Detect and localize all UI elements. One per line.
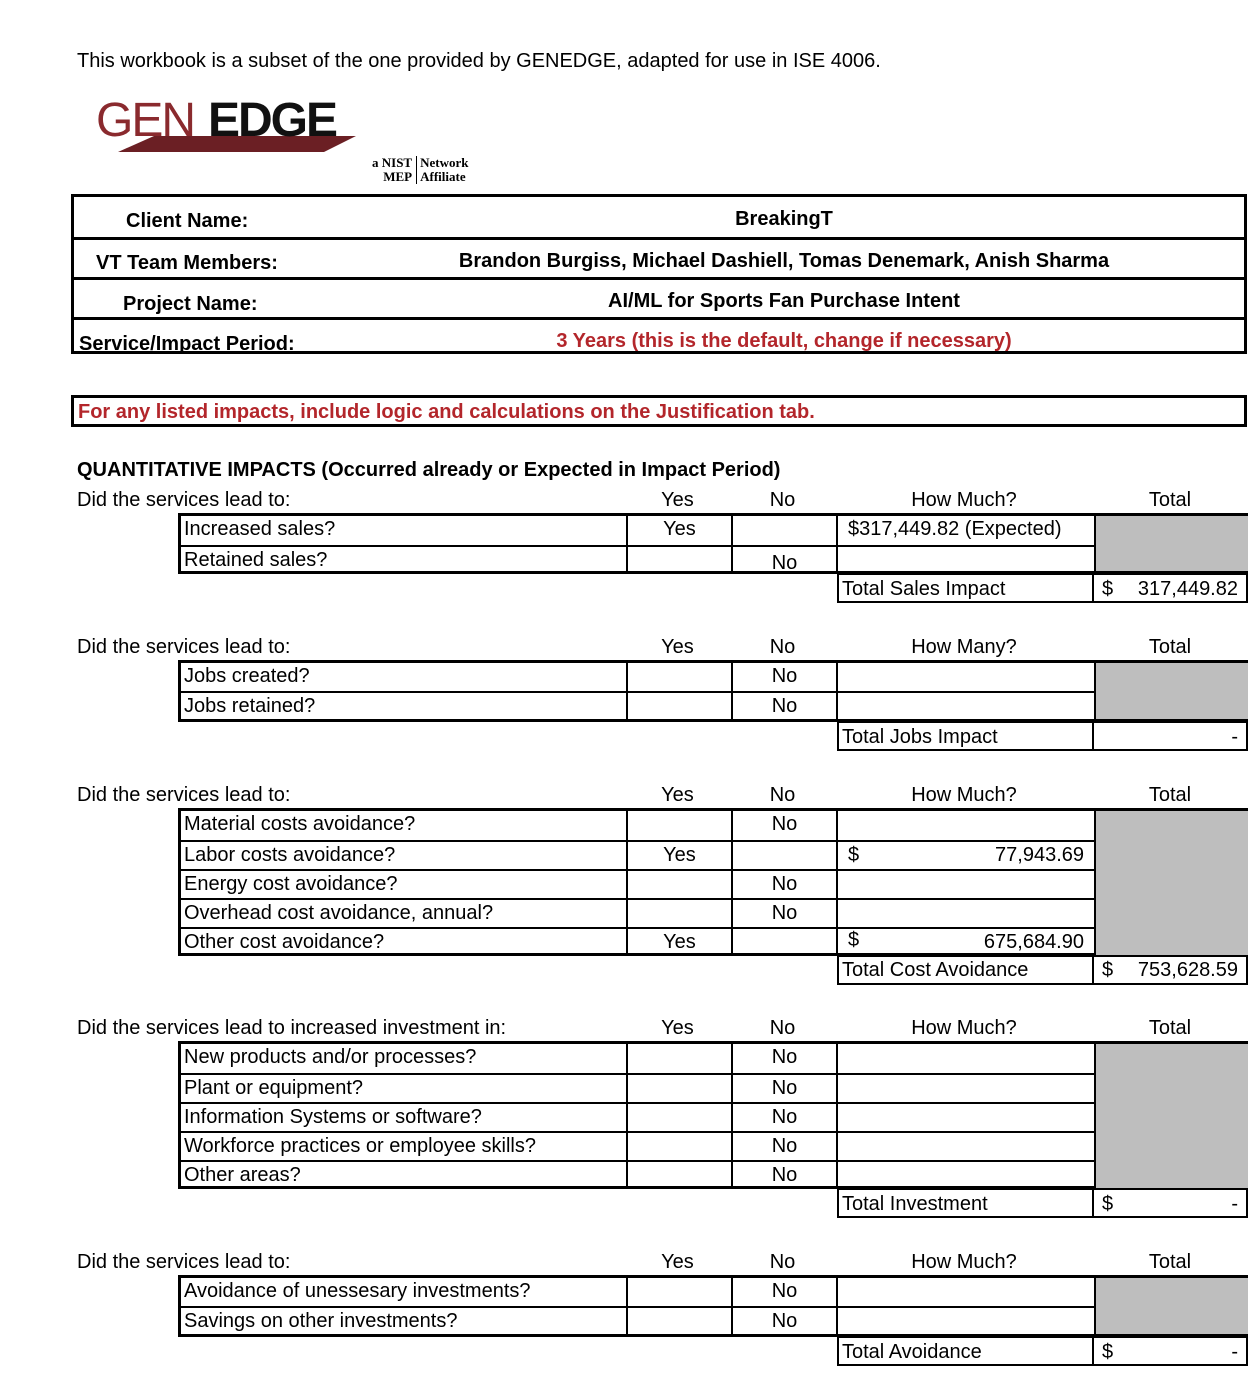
yes-cell[interactable] bbox=[626, 898, 731, 927]
no-header: No bbox=[769, 636, 796, 658]
svg-text:GEN: GEN bbox=[96, 94, 195, 147]
row-label: Other cost avoidance? bbox=[181, 927, 626, 956]
avoidance-table bbox=[178, 1275, 1248, 1337]
total-jobs-value bbox=[1092, 721, 1248, 751]
total-amount: - bbox=[1231, 726, 1238, 748]
total-cell-shaded bbox=[1094, 1278, 1248, 1334]
genedge-logo bbox=[94, 92, 366, 156]
no-cell[interactable]: No bbox=[731, 1131, 836, 1160]
how-much-header: How Much? bbox=[911, 489, 1017, 511]
investment-table bbox=[178, 1041, 1248, 1189]
sales-header bbox=[0, 489, 1256, 513]
yes-cell[interactable] bbox=[626, 663, 731, 691]
no-cell[interactable]: No bbox=[731, 1306, 836, 1334]
project-name-label: Project Name: bbox=[123, 293, 258, 315]
how-much-cell[interactable] bbox=[836, 1160, 1094, 1189]
no-cell[interactable]: No bbox=[731, 1278, 836, 1306]
jobs-question: Did the services lead to: bbox=[77, 636, 291, 658]
row-label: Jobs created? bbox=[184, 665, 310, 687]
yes-cell[interactable]: Yes bbox=[626, 927, 731, 956]
intro-text: This workbook is a subset of the one provided by GENEDGE, adapted for use in ISE 4006. bbox=[77, 50, 881, 72]
total-cell-shaded bbox=[1094, 663, 1248, 719]
total-investment-value bbox=[1092, 1188, 1248, 1218]
how-much-cell[interactable] bbox=[836, 1306, 1094, 1334]
investment-question: Did the services lead to increased investment in: bbox=[77, 1017, 507, 1039]
how-much-cell[interactable] bbox=[836, 545, 1094, 571]
no-cell[interactable]: No bbox=[731, 869, 836, 898]
yes-cell[interactable]: Yes bbox=[626, 516, 731, 545]
total-cost-avoidance-value bbox=[1092, 955, 1248, 985]
project-name-value[interactable]: AI/ML for Sports Fan Purchase Intent bbox=[608, 290, 960, 312]
no-header: No bbox=[769, 489, 796, 511]
svg-text:EDGE: EDGE bbox=[208, 94, 337, 147]
sales-table bbox=[178, 513, 1248, 574]
row-label: Plant or equipment? bbox=[181, 1073, 626, 1102]
yes-cell[interactable] bbox=[626, 1160, 731, 1189]
how-much-cell[interactable] bbox=[836, 1073, 1094, 1102]
how-much-cell[interactable] bbox=[836, 1278, 1094, 1306]
total-amount: - bbox=[1231, 1341, 1238, 1363]
yes-cell[interactable] bbox=[626, 1278, 731, 1306]
yes-header: Yes bbox=[661, 489, 694, 511]
jobs-table bbox=[178, 660, 1248, 722]
how-much-cell[interactable]: $ 675,684.90 bbox=[836, 927, 1094, 956]
yes-cell[interactable] bbox=[626, 1102, 731, 1131]
row-label: Energy cost avoidance? bbox=[181, 869, 626, 898]
no-cell[interactable] bbox=[731, 840, 836, 869]
row-label: Savings on other investments? bbox=[181, 1306, 626, 1334]
total-cell-shaded bbox=[1094, 811, 1248, 956]
currency-symbol: $ bbox=[1102, 1341, 1114, 1363]
costs-question: Did the services lead to: bbox=[77, 784, 291, 806]
row-label: Workforce practices or employee skills? bbox=[181, 1131, 626, 1160]
no-cell[interactable]: No bbox=[731, 1073, 836, 1102]
currency-symbol: $ bbox=[1102, 959, 1114, 981]
how-much-cell[interactable] bbox=[836, 811, 1094, 840]
no-cell[interactable]: No bbox=[731, 545, 836, 571]
yes-cell[interactable] bbox=[626, 869, 731, 898]
impact-period-value[interactable]: 3 Years (this is the default, change if necessary) bbox=[556, 330, 1012, 352]
how-much-cell[interactable] bbox=[836, 1102, 1094, 1131]
total-header: Total bbox=[1148, 489, 1192, 511]
no-cell[interactable]: No bbox=[731, 691, 836, 719]
no-cell[interactable] bbox=[731, 927, 836, 956]
no-cell[interactable]: No bbox=[731, 898, 836, 927]
total-amount: 317,449.82 bbox=[1137, 578, 1238, 600]
yes-cell[interactable] bbox=[626, 811, 731, 840]
no-header: No bbox=[769, 1251, 796, 1273]
currency-symbol: $ bbox=[1102, 578, 1114, 600]
yes-cell[interactable]: Yes bbox=[626, 840, 731, 869]
yes-cell[interactable] bbox=[626, 1073, 731, 1102]
nist-mep-tagline: a NIST MEPNetwork Affiliate bbox=[372, 155, 469, 184]
no-cell[interactable]: No bbox=[731, 663, 836, 691]
yes-header: Yes bbox=[661, 1017, 694, 1039]
row-label: Retained sales? bbox=[181, 545, 626, 571]
no-header: No bbox=[769, 1017, 796, 1039]
total-amount: - bbox=[1231, 1193, 1238, 1215]
how-much-cell[interactable] bbox=[836, 898, 1094, 927]
total-investment-label: Total Investment bbox=[837, 1188, 1094, 1218]
yes-cell[interactable] bbox=[626, 545, 731, 571]
yes-cell[interactable] bbox=[626, 1044, 731, 1073]
how-much-cell[interactable]: $ 77,943.69 bbox=[836, 840, 1094, 869]
how-much-cell[interactable]: $317,449.82 (Expected) bbox=[836, 516, 1094, 545]
total-cell-shaded bbox=[1094, 1044, 1248, 1189]
row-label: Avoidance of unessesary investments? bbox=[184, 1280, 531, 1302]
how-much-cell[interactable] bbox=[836, 1044, 1094, 1073]
how-much-header: How Much? bbox=[911, 1017, 1017, 1039]
row-label: Labor costs avoidance? bbox=[181, 840, 626, 869]
yes-cell[interactable] bbox=[626, 1306, 731, 1334]
how-many-header: How Many? bbox=[911, 636, 1017, 658]
total-sales-value bbox=[1092, 573, 1248, 603]
team-members-value[interactable]: Brandon Burgiss, Michael Dashiell, Tomas Denemark, Anish Sharma bbox=[458, 250, 1110, 272]
avoidance-question: Did the services lead to: bbox=[77, 1251, 291, 1273]
no-header: No bbox=[769, 784, 796, 806]
sales-question: Did the services lead to: bbox=[77, 489, 291, 511]
total-cell-shaded bbox=[1094, 516, 1248, 571]
jobs-header bbox=[0, 636, 1256, 660]
row-label: Overhead cost avoidance, annual? bbox=[181, 898, 626, 927]
total-header: Total bbox=[1148, 1017, 1192, 1039]
row-label: Jobs retained? bbox=[181, 691, 626, 719]
row-label: Information Systems or software? bbox=[181, 1102, 626, 1131]
project-info-table bbox=[71, 194, 1247, 354]
how-much-cell[interactable] bbox=[836, 869, 1094, 898]
total-header: Total bbox=[1148, 784, 1192, 806]
how-much-cell[interactable] bbox=[836, 1131, 1094, 1160]
total-avoidance-value bbox=[1092, 1336, 1248, 1366]
costs-header bbox=[0, 784, 1256, 808]
total-avoidance-label: Total Avoidance bbox=[837, 1336, 1094, 1366]
how-many-cell[interactable] bbox=[836, 691, 1094, 719]
total-cost-avoidance-label: Total Cost Avoidance bbox=[837, 955, 1094, 985]
no-cell[interactable]: No bbox=[731, 1102, 836, 1131]
yes-cell[interactable] bbox=[626, 691, 731, 719]
no-cell[interactable]: No bbox=[731, 811, 836, 840]
total-header: Total bbox=[1148, 1251, 1192, 1273]
total-header: Total bbox=[1148, 636, 1192, 658]
no-cell[interactable]: No bbox=[731, 1044, 836, 1073]
yes-header: Yes bbox=[661, 1251, 694, 1273]
justification-note: For any listed impacts, include logic and calculations on the Justification tab. bbox=[71, 395, 1247, 427]
row-label: Other areas? bbox=[181, 1160, 626, 1189]
avoidance-header bbox=[0, 1251, 1256, 1275]
costs-table bbox=[178, 808, 1248, 956]
how-many-cell[interactable] bbox=[836, 663, 1094, 691]
how-much-header: How Much? bbox=[911, 784, 1017, 806]
section-title: QUANTITATIVE IMPACTS (Occurred already or Expected in Impact Period) bbox=[77, 459, 781, 481]
team-members-label: VT Team Members: bbox=[96, 252, 278, 274]
currency-symbol: $ bbox=[1102, 1193, 1114, 1215]
impact-period-label: Service/Impact Period: bbox=[79, 333, 295, 355]
total-jobs-label: Total Jobs Impact bbox=[837, 721, 1094, 751]
client-name-value[interactable]: BreakingT bbox=[735, 208, 833, 230]
yes-header: Yes bbox=[661, 784, 694, 806]
row-label: Increased sales? bbox=[184, 518, 336, 540]
no-cell[interactable]: No bbox=[731, 1160, 836, 1189]
yes-header: Yes bbox=[661, 636, 694, 658]
no-cell[interactable] bbox=[731, 516, 836, 545]
yes-cell[interactable] bbox=[626, 1131, 731, 1160]
row-label: Material costs avoidance? bbox=[184, 813, 416, 835]
row-label: New products and/or processes? bbox=[184, 1046, 477, 1068]
investment-header bbox=[0, 1017, 1256, 1041]
total-amount: 753,628.59 bbox=[1137, 959, 1238, 981]
client-name-label: Client Name: bbox=[126, 210, 249, 232]
total-sales-label: Total Sales Impact bbox=[837, 573, 1094, 603]
how-much-header: How Much? bbox=[911, 1251, 1017, 1273]
